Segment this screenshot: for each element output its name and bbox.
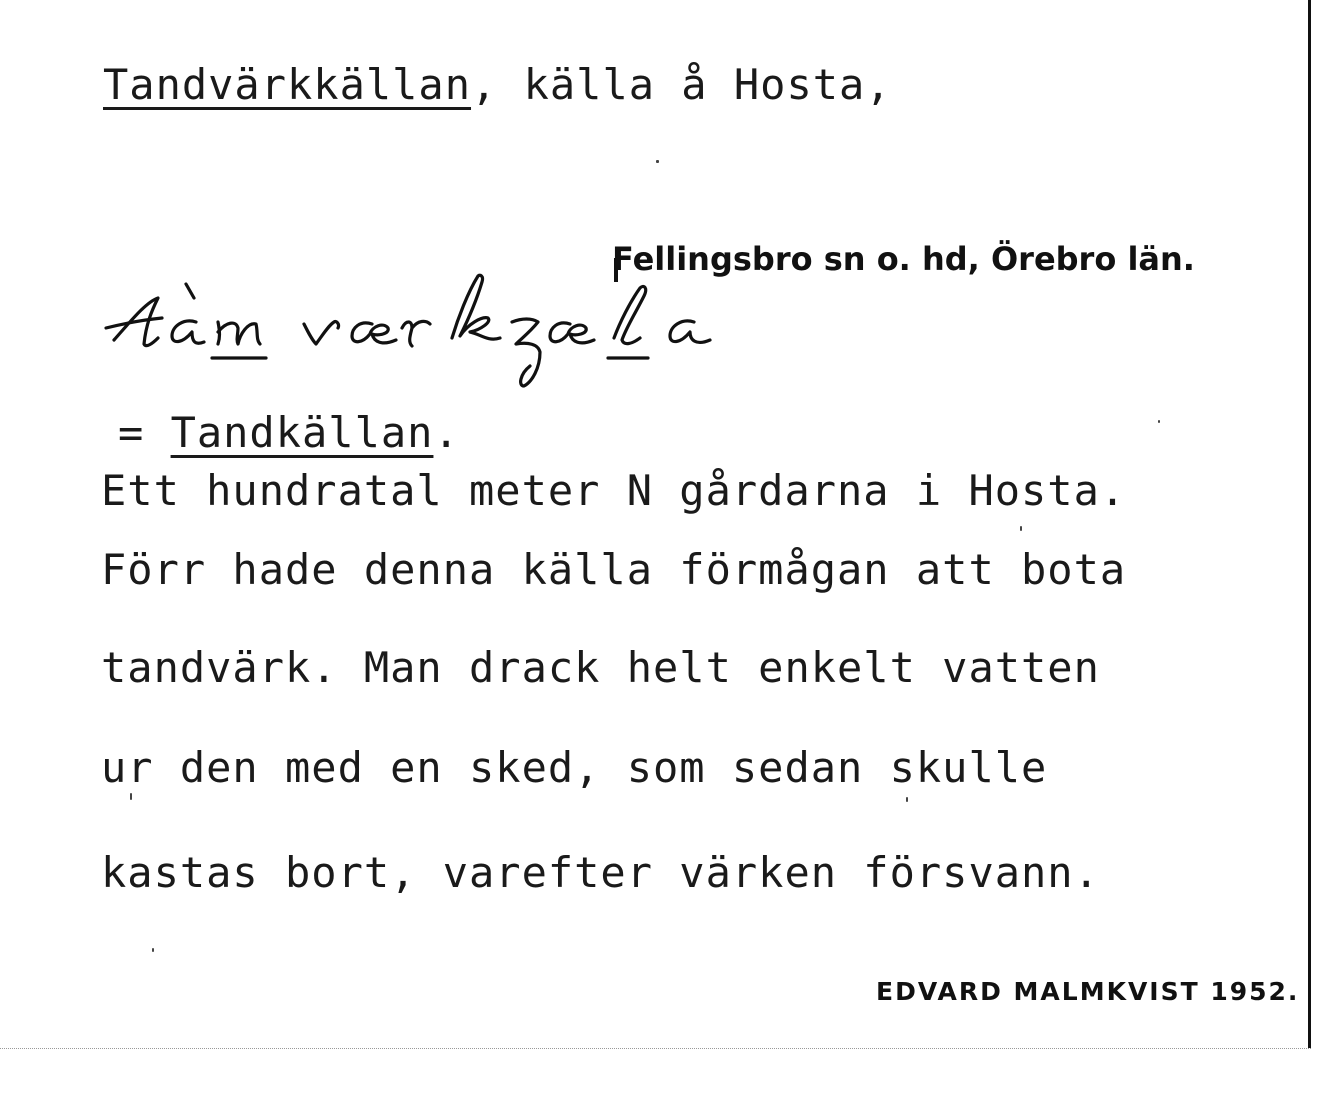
equivalent-name: Tandkällan xyxy=(170,408,434,457)
text-line-1: Ett hundratal meter N gårdarna i Hosta. xyxy=(101,466,1127,515)
card-right-edge xyxy=(1308,0,1311,1048)
headword-line xyxy=(103,60,892,109)
scan-speck xyxy=(1158,420,1160,423)
scan-speck xyxy=(656,160,659,163)
text-line-5: kastas bort, varefter värken försvann. xyxy=(101,848,1100,897)
equivalent-line xyxy=(118,408,460,457)
pronunciation-handwriting xyxy=(100,262,740,392)
text-line-2: Förr hade denna källa förmågan att bota xyxy=(101,545,1127,594)
text-line-4: ur den med en sked, som sedan skulle xyxy=(101,743,1048,792)
handwritten-pronunciation xyxy=(100,262,740,392)
headword-name: Tandvärkkällan xyxy=(103,60,472,109)
text-line-3: tandvärk. Man drack helt enkelt vatten xyxy=(101,643,1100,692)
equals-sign: = xyxy=(118,408,171,457)
equivalent-suffix: . xyxy=(433,408,460,457)
scan-speck xyxy=(1020,526,1022,531)
card-bottom-edge xyxy=(0,1048,1311,1050)
scan-speck xyxy=(906,797,908,802)
scan-speck xyxy=(152,948,154,952)
location-stamp: Fellingsbro sn o. hd, Örebro län. xyxy=(612,240,1195,278)
signature-stamp: EDVARD MALMKVIST 1952. xyxy=(876,977,1300,1006)
scan-speck xyxy=(130,793,132,800)
headword-rest: , källa å Hosta, xyxy=(471,60,892,109)
